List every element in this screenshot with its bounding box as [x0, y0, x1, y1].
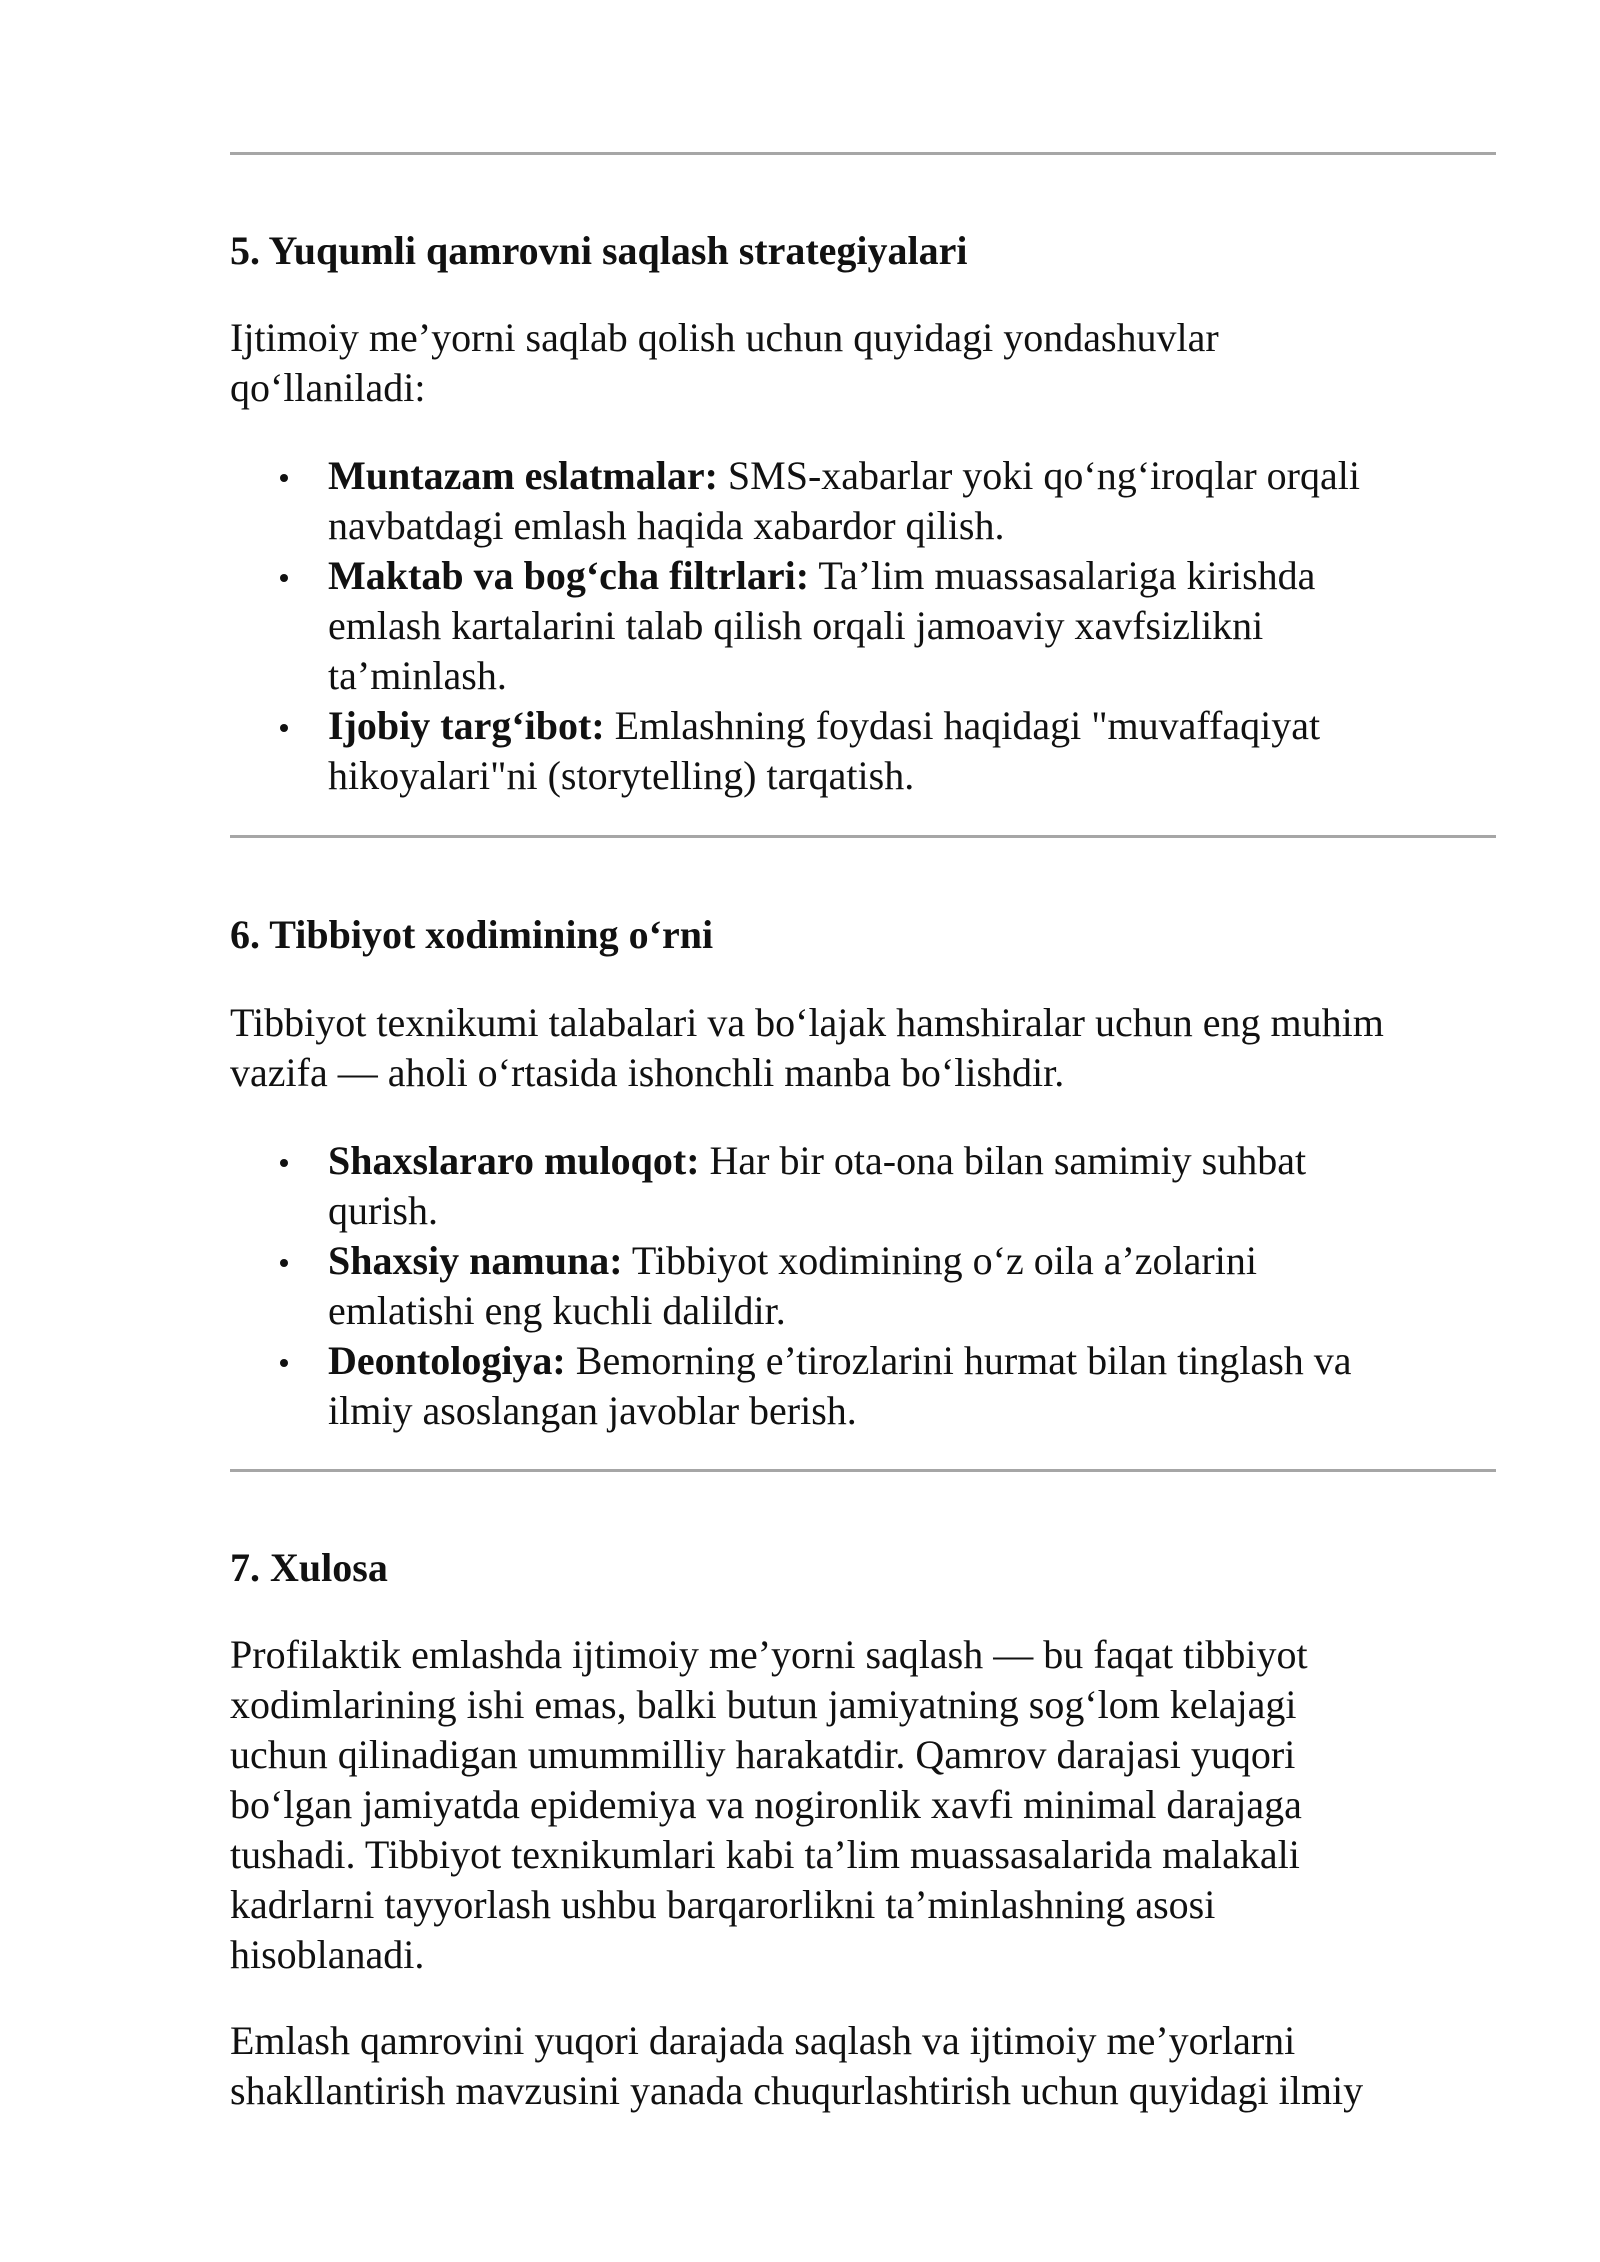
list-item	[230, 1136, 1500, 1236]
bullet-text: navbatdagi emlash haqida xabardor qilish.	[328, 503, 1005, 548]
text-line: Emlash qamrovini yuqori darajada saqlash va ijtimoiy me’yorlarni	[230, 2018, 1296, 2063]
section-6-bullet-list	[230, 1136, 1500, 1436]
section-5-bullet-list	[230, 451, 1500, 801]
bullet-icon	[280, 474, 288, 482]
bullet-text: emlash kartalarini talab qilish orqali jamoaviy xavfsizlikni	[328, 603, 1264, 648]
section-6-heading: 6. Tibbiyot xodimining o‘rni	[230, 912, 714, 957]
bullet-text: Tibbiyot xodimining o‘z oila a’zolarini	[622, 1238, 1257, 1283]
bullet-text: qurish.	[328, 1188, 438, 1233]
bullet-text: Ta’lim muassasalariga kirishda	[809, 553, 1316, 598]
bullet-text: emlatishi eng kuchli dalildir.	[328, 1288, 786, 1333]
bullet-text: hikoyalari"ni (storytelling) tarqatish.	[328, 753, 915, 798]
text-line: tushadi. Tibbiyot texnikumlari kabi ta’lim muassasalarida malakali	[230, 1832, 1300, 1877]
bullet-text: Har bir ota-ona bilan samimiy suhbat	[699, 1138, 1307, 1183]
list-item	[230, 1336, 1500, 1436]
text-line: vazifa — aholi o‘rtasida ishonchli manba bo‘lishdir.	[230, 1050, 1065, 1095]
section-5-intro	[230, 313, 1500, 413]
text-line: xodimlarining ishi emas, balki butun jamiyatning sog‘lom kelajagi	[230, 1682, 1297, 1727]
list-item	[230, 551, 1500, 701]
text-line: kadrlarni tayyorlash ushbu barqarorlikni ta’minlashning asosi	[230, 1882, 1216, 1927]
list-item	[230, 451, 1500, 551]
section-7-paragraph-1	[230, 1630, 1500, 1980]
text-line: Ijtimoiy me’yorni saqlab qolish uchun quyidagi yondashuvlar	[230, 315, 1219, 360]
text-line: hisoblanadi.	[230, 1932, 425, 1977]
bullet-text: SMS-xabarlar yoki qo‘ng‘iroqlar orqali	[717, 453, 1360, 498]
horizontal-rule	[230, 1469, 1496, 1472]
list-item	[230, 701, 1500, 801]
bullet-term: Muntazam eslatmalar:	[328, 453, 718, 498]
text-line: qo‘llaniladi:	[230, 365, 426, 410]
bullet-icon	[280, 724, 288, 732]
bullet-text: Emlashning foydasi haqidagi "muvaffaqiyat	[604, 703, 1321, 748]
horizontal-rule	[230, 152, 1496, 155]
horizontal-rule	[230, 835, 1496, 838]
bullet-text: ta’minlash.	[328, 653, 507, 698]
bullet-icon	[280, 574, 288, 582]
text-line: Tibbiyot texnikumi talabalari va bo‘lajak hamshiralar uchun eng muhim	[230, 1000, 1384, 1045]
text-line: Profilaktik emlashda ijtimoiy me’yorni saqlash — bu faqat tibbiyot	[230, 1632, 1308, 1677]
bullet-term: Shaxslararo muloqot:	[328, 1138, 700, 1183]
bullet-term: Shaxsiy namuna:	[328, 1238, 623, 1283]
bullet-text: ilmiy asoslangan javoblar berish.	[328, 1388, 857, 1433]
bullet-icon	[280, 1159, 288, 1167]
text-line: shakllantirish mavzusini yanada chuqurlashtirish uchun quyidagi ilmiy	[230, 2068, 1364, 2113]
section-5-heading: 5. Yuqumli qamrovni saqlash strategiyalari	[230, 228, 968, 273]
text-line: bo‘lgan jamiyatda epidemiya va nogironlik xavfi minimal darajaga	[230, 1782, 1302, 1827]
bullet-term: Ijobiy targ‘ibot:	[328, 703, 605, 748]
bullet-term: Maktab va bog‘cha filtrlari:	[328, 553, 810, 598]
text-line: uchun qilinadigan umummilliy harakatdir. Qamrov darajasi yuqori	[230, 1732, 1296, 1777]
bullet-term: Deontologiya:	[328, 1338, 566, 1383]
bullet-icon	[280, 1259, 288, 1267]
list-item	[230, 1236, 1500, 1336]
section-7-paragraph-2	[230, 2016, 1500, 2116]
section-7-heading: 7. Xulosa	[230, 1545, 388, 1590]
section-6-intro	[230, 998, 1500, 1098]
bullet-text: Bemorning e’tirozlarini hurmat bilan tinglash va	[565, 1338, 1352, 1383]
bullet-icon	[280, 1359, 288, 1367]
